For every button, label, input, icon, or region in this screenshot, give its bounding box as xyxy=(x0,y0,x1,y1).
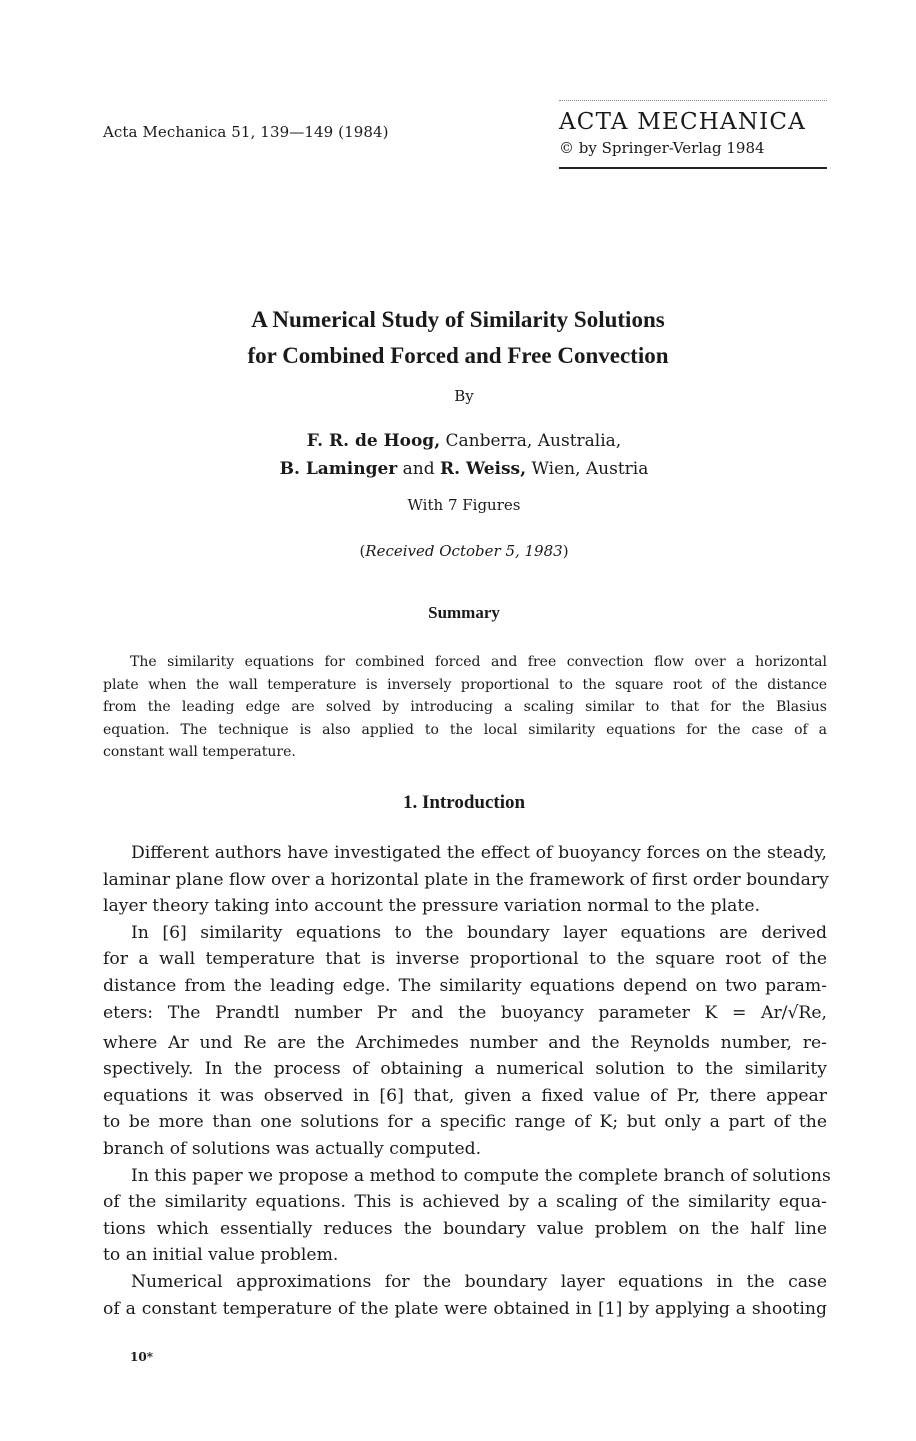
body-line: of the similarity equations. This is achieved by a scaling of the similarity equa- xyxy=(103,1192,827,1213)
received-date xyxy=(0,542,916,560)
summary-line: from the leading edge are solved by introducing a scaling similar to that for the Blasius xyxy=(103,699,827,715)
masthead-top-rule xyxy=(559,100,827,101)
received-paren-open: ( xyxy=(359,542,366,560)
author-line-1 xyxy=(0,427,916,455)
body-line: distance from the leading edge. The similarity equations depend on two param- xyxy=(103,975,827,996)
journal-name: ACTA MECHANICA xyxy=(559,109,807,135)
body-line: eters: The Prandtl number Pr and the buoyancy parameter K = Ar/√Re, xyxy=(103,1002,827,1023)
summary-line: equation. The technique is also applied to the local similarity equations for the case of a xyxy=(103,721,827,738)
introduction-body xyxy=(103,840,831,1322)
journal-masthead xyxy=(559,100,827,169)
summary-paragraph xyxy=(103,651,827,764)
body-line: equations it was observed in [6] that, given a fixed value of Pr, there appear xyxy=(103,1085,827,1106)
journal-citation: Acta Mechanica 51, 139—149 (1984) xyxy=(103,123,389,141)
summary-line: constant wall temperature. xyxy=(103,744,296,760)
author-name-hoog: F. R. de Hoog, xyxy=(306,431,441,451)
body-line: to an initial value problem. xyxy=(103,1245,339,1266)
title-line-2: for Combined Forced and Free Convection xyxy=(247,343,669,368)
byline: By xyxy=(454,387,474,405)
author-affiliation-wien: Wien, Austria xyxy=(526,459,649,479)
received-paren-close: ) xyxy=(562,542,569,560)
body-line: Numerical approximations for the boundary layer equations in the case xyxy=(131,1271,827,1292)
author-list xyxy=(0,427,916,483)
signature-mark: 10* xyxy=(130,1350,153,1364)
masthead-bottom-rule xyxy=(559,167,827,169)
received-text: Received October 5, 1983 xyxy=(365,542,563,560)
body-line: In this paper we propose a method to compute the complete branch of solutions xyxy=(131,1165,831,1186)
author-conjunction: and xyxy=(397,459,441,479)
body-line: tions which essentially reduces the boundary value problem on the half line xyxy=(103,1218,827,1239)
author-name-weiss: R. Weiss, xyxy=(440,459,527,479)
copyright-line: © by Springer-Verlag 1984 xyxy=(559,139,765,157)
summary-line: The similarity equations for combined forced and free convection flow over a horizontal xyxy=(130,654,827,670)
body-line: laminar plane flow over a horizontal plate in the framework of first order boundary xyxy=(103,869,829,890)
author-line-2 xyxy=(0,455,916,483)
paper-title xyxy=(0,302,916,374)
body-line: to be more than one solutions for a specific range of K; but only a part of the xyxy=(103,1112,827,1133)
body-line: In [6] similarity equations to the boundary layer equations are derived xyxy=(131,922,827,943)
body-line: Different authors have investigated the effect of buoyancy forces on the steady, xyxy=(131,843,827,863)
body-line: where Ar und Re are the Archimedes number and the Reynolds number, re- xyxy=(103,1032,827,1053)
body-line: branch of solutions was actually computed. xyxy=(103,1138,482,1159)
body-line: of a constant temperature of the plate were obtained in [1] by applying a shooting xyxy=(103,1298,827,1319)
summary-line: plate when the wall temperature is inversely proportional to the square root of the distance xyxy=(103,676,827,693)
title-line-1: A Numerical Study of Similarity Solutions xyxy=(251,307,665,332)
figures-note: With 7 Figures xyxy=(407,496,521,514)
author-name-laminger: B. Laminger xyxy=(279,459,398,479)
body-line: for a wall temperature that is inverse proportional to the square root of the xyxy=(103,949,827,970)
summary-heading: Summary xyxy=(428,603,500,622)
body-line: layer theory taking into account the pressure variation normal to the plate. xyxy=(103,896,760,917)
body-line: spectively. In the process of obtaining a numerical solution to the similarity xyxy=(103,1059,827,1080)
section-heading-introduction: 1. Introduction xyxy=(402,792,526,813)
author-affiliation-canberra: Canberra, Australia, xyxy=(440,431,622,451)
